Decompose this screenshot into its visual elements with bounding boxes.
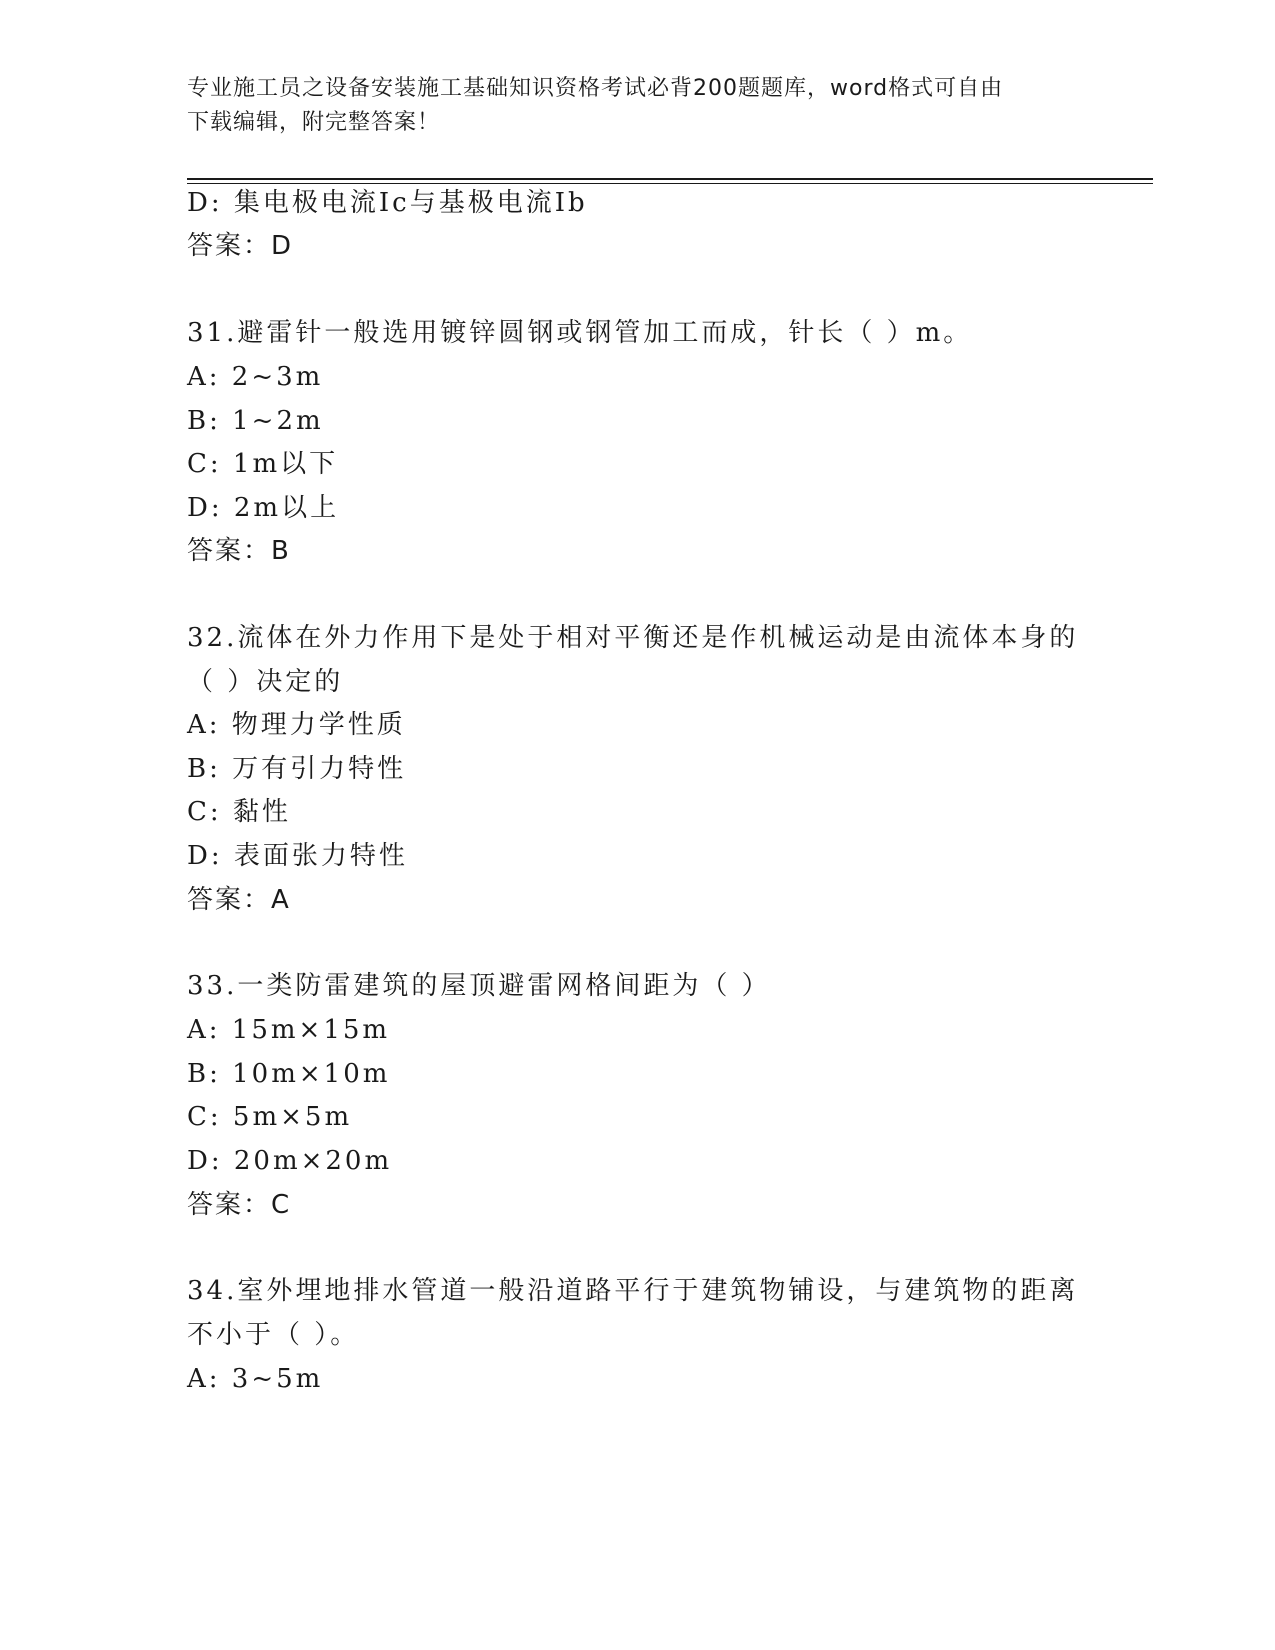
- question-32-continued: （ ）决定的: [187, 667, 344, 697]
- option-b-q32: B: 万有引力特性: [187, 754, 407, 784]
- answer-q31: 答案：B: [187, 536, 291, 566]
- header-divider-thick: [187, 178, 1153, 180]
- option-c-q32: C: 黏性: [187, 797, 291, 827]
- option-c-q33: C: 5m×5m: [187, 1102, 353, 1132]
- answer-q30: 答案：D: [187, 231, 294, 261]
- option-d-q30: D: 集电极电流Ic与基极电流Ib: [187, 188, 588, 218]
- question-34-continued: 不小于（ ）。: [187, 1320, 360, 1350]
- option-d-q31: D: 2m以上: [187, 493, 340, 523]
- question-32: 32.流体在外力作用下是处于相对平衡还是作机械运动是由流体本身的: [187, 623, 1079, 653]
- header-divider-thin: [187, 183, 1153, 184]
- answer-q32: 答案：A: [187, 885, 291, 915]
- question-33: 33.一类防雷建筑的屋顶避雷网格间距为（ ）: [187, 971, 771, 1001]
- option-a-q32: A: 物理力学性质: [187, 710, 406, 740]
- option-a-q31: A: 2~3m: [187, 362, 324, 392]
- document-header: 专业施工员之设备安装施工基础知识资格考试必背200题题库，word格式可自由 下载编辑，附完整答案！: [187, 76, 1004, 135]
- question-31: 31.避雷针一般选用镀锌圆钢或钢管加工而成，针长（ ）m。: [187, 318, 973, 348]
- option-d-q33: D: 20m×20m: [187, 1146, 393, 1176]
- question-34: 34.室外埋地排水管道一般沿道路平行于建筑物铺设，与建筑物的距离: [187, 1276, 1079, 1306]
- option-a-q34: A: 3~5m: [187, 1364, 324, 1394]
- answer-q33: 答案：C: [187, 1190, 292, 1220]
- option-b-q33: B: 10m×10m: [187, 1059, 391, 1089]
- option-c-q31: C: 1m以下: [187, 449, 339, 479]
- option-a-q33: A: 15m×15m: [187, 1015, 391, 1045]
- option-b-q31: B: 1~2m: [187, 406, 324, 436]
- option-d-q32: D: 表面张力特性: [187, 841, 408, 871]
